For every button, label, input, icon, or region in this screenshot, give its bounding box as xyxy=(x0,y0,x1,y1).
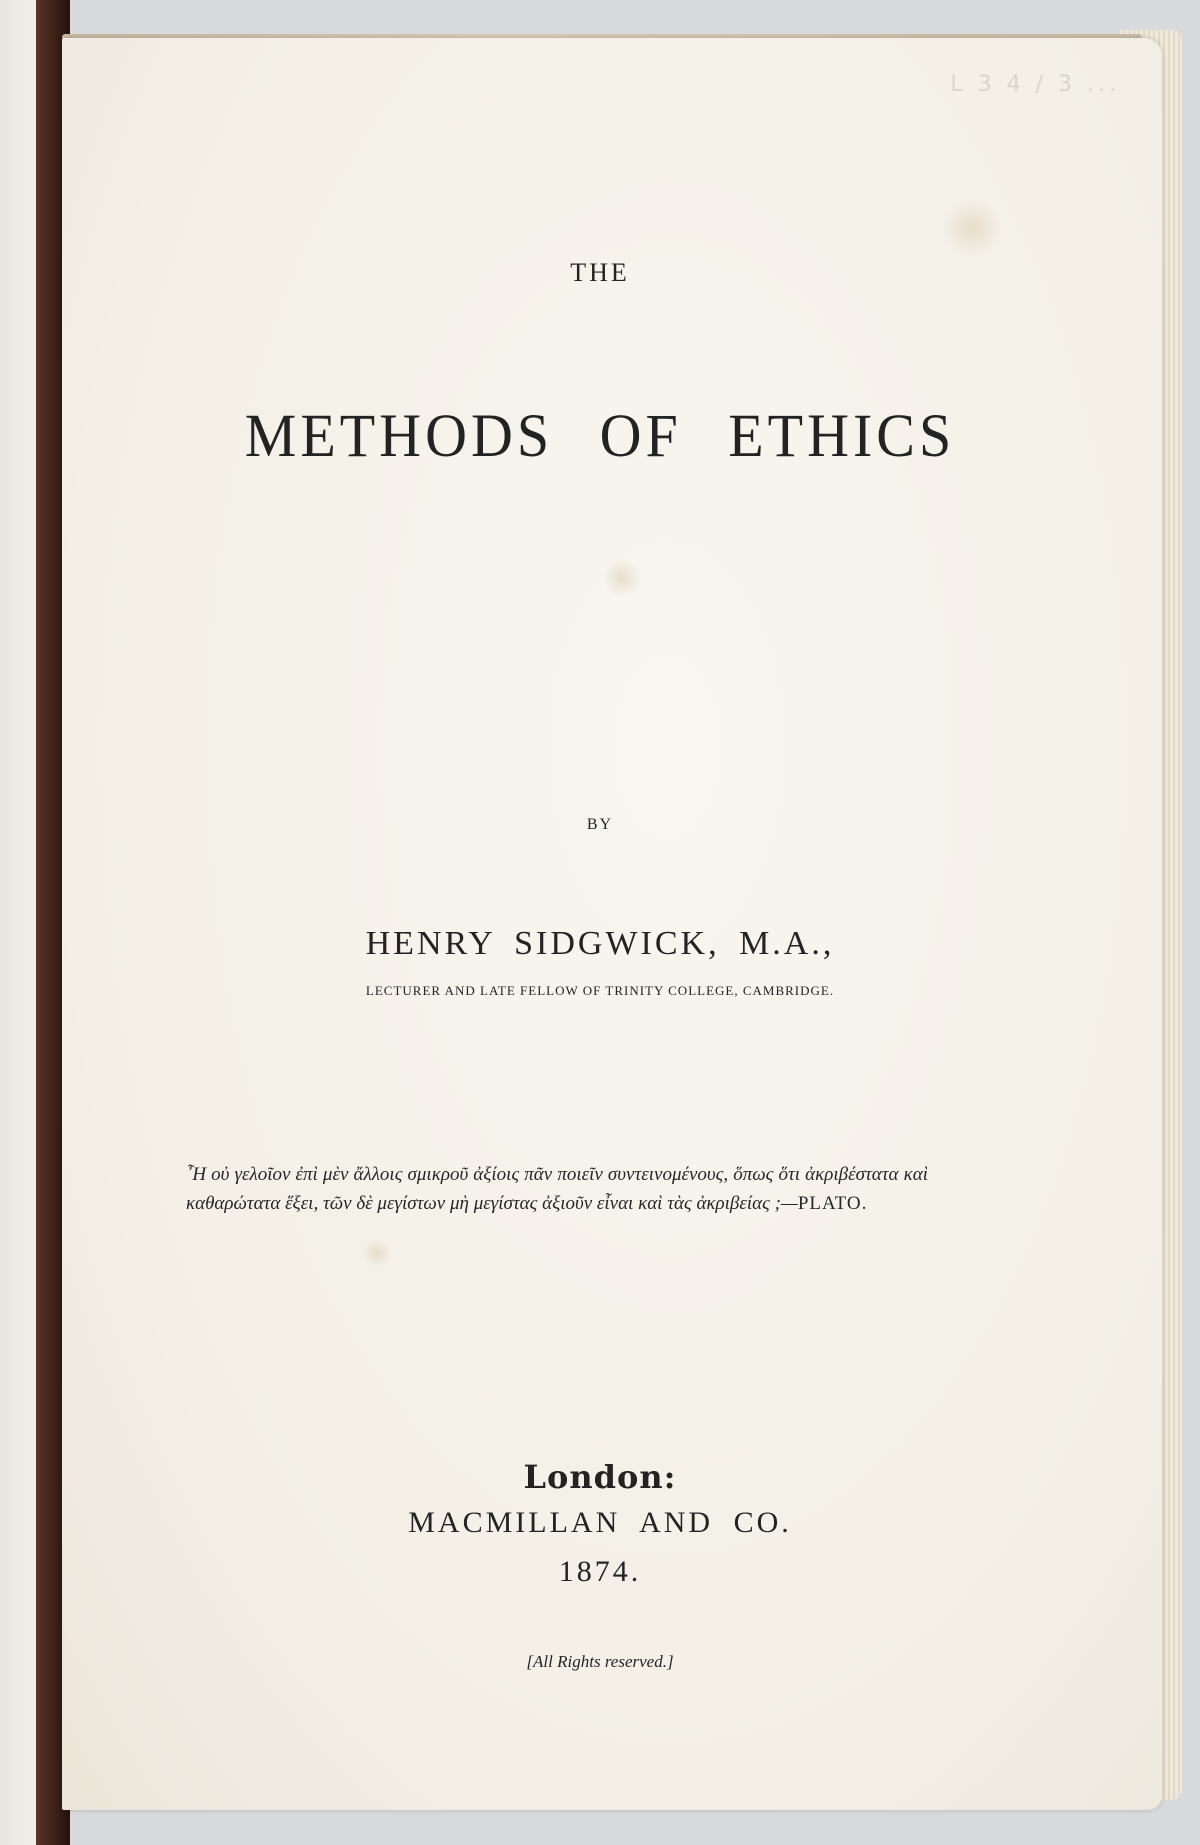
foxing-spot xyxy=(362,1238,392,1268)
author-affiliation: LECTURER AND LATE FELLOW OF TRINITY COLLEGE, CAMBRIDGE. xyxy=(365,983,835,998)
title-page xyxy=(62,38,1162,1810)
author-name: HENRY SIDGWICK, M.A., xyxy=(365,925,835,962)
by-line: BY xyxy=(586,816,614,833)
title-the: THE xyxy=(570,258,630,287)
book-title: METHODS OF ETHICS xyxy=(244,401,956,470)
imprint-place: London: xyxy=(523,1458,677,1496)
pencil-annotation: L 3 4 / 3 ... xyxy=(950,72,1120,97)
foxing-spot xyxy=(602,558,642,598)
foxing-spot xyxy=(942,198,1002,258)
rights-notice: [All Rights reserved.] xyxy=(526,1652,674,1671)
epigraph-attribution: PLATO. xyxy=(797,1193,868,1214)
publication-year: 1874. xyxy=(558,1555,642,1588)
greek-epigraph xyxy=(186,1160,928,1218)
epigraph-text: ῏Η οὐ γελοῖον ἐπὶ μὲν ἄλλοις σμικροῦ ἀξίοις πᾶν ποιεῖν συντεινομένους, ὅπως ὅτι ἀκριβέστατα καὶ καθαρώτατα ἕξει, τῶν δὲ μεγίστων μὴ μεγίστας ἀξιοῦν εἶναι καὶ τὰς ἀκριβείας ;— xyxy=(186,1164,928,1214)
publisher-name: MACMILLAN AND CO. xyxy=(408,1506,792,1539)
